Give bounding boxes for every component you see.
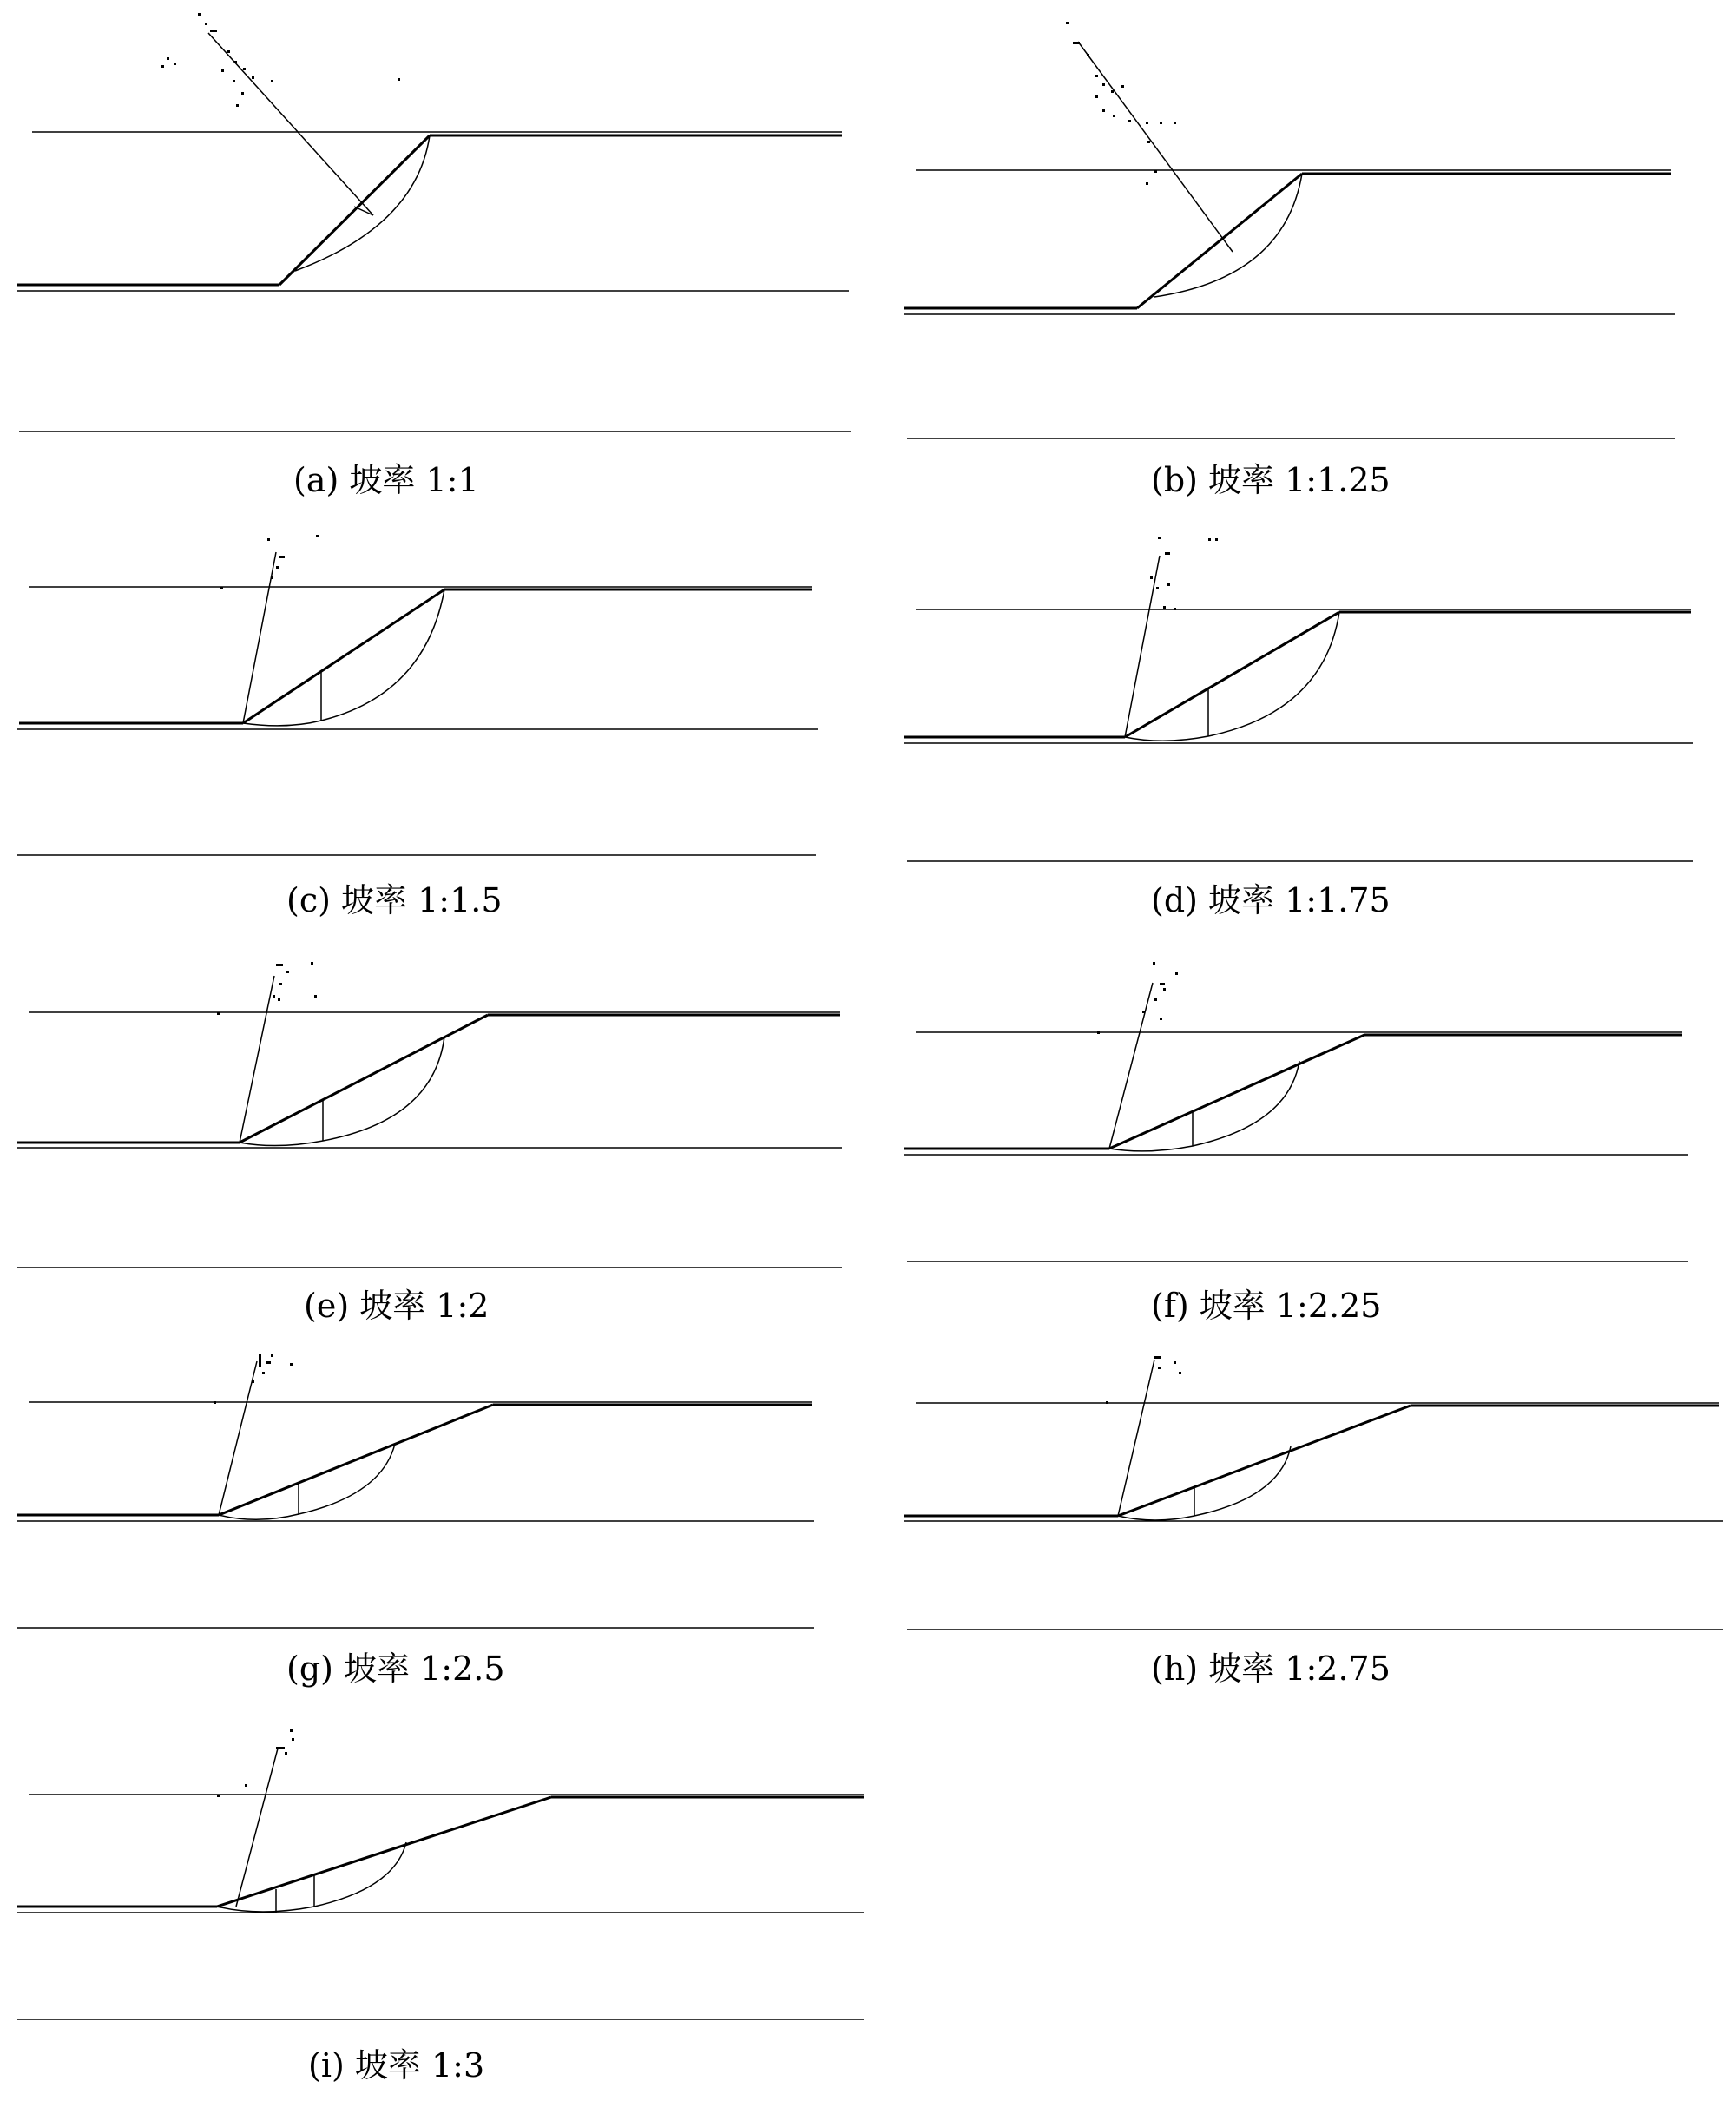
- panel-f-slip-center-points: [1097, 962, 1178, 1034]
- panel-e-slip-center-points: [217, 962, 317, 1015]
- panel-g-caption: (g) 坡率 1:2.5: [286, 1650, 505, 1688]
- slope-face: [217, 1797, 551, 1907]
- panel-h-caption: (h) 坡率 1:2.75: [1151, 1650, 1391, 1688]
- slope-face: [243, 589, 444, 723]
- panel-e-ground-lines: [17, 1012, 842, 1268]
- slope-face: [279, 135, 430, 285]
- slip-center-radius: [240, 976, 274, 1143]
- panel-f-caption: (f) 坡率 1:2.25: [1151, 1287, 1382, 1325]
- panel-a-slip-center-points: [161, 13, 400, 107]
- slope-face: [240, 1015, 488, 1143]
- panel-c-slip-center-points: [220, 535, 319, 589]
- panel-b-slip-center-points: [1066, 22, 1176, 185]
- panel-e-caption: (e) 坡率 1:2: [304, 1287, 490, 1325]
- panel-g: [17, 1354, 814, 1688]
- slice-line: [354, 207, 373, 215]
- panel-e-slip-surface: [240, 976, 444, 1146]
- panel-b: [904, 22, 1675, 499]
- panel-a-ground-lines: [17, 132, 851, 431]
- slip-center-radius: [1078, 42, 1233, 252]
- panel-i-slip-center-points: [217, 1729, 294, 1797]
- panel-f-ground-lines: [904, 1032, 1688, 1261]
- slip-center-radius: [236, 1749, 278, 1907]
- panel-a-caption: (a) 坡率 1:1: [293, 461, 479, 499]
- panel-i: [17, 1729, 864, 2085]
- panel-h: [904, 1356, 1723, 1688]
- panel-g-ground-lines: [17, 1402, 814, 1628]
- panel-c-ground-lines: [17, 587, 818, 855]
- panel-b-ground-lines: [904, 170, 1675, 438]
- slip-center-radius: [219, 1361, 257, 1515]
- panel-g-slip-surface: [219, 1361, 395, 1519]
- panel-h-ground-lines: [904, 1403, 1723, 1630]
- panel-c-caption: (c) 坡率 1:1.5: [286, 881, 503, 919]
- panel-a-slip-surface: [208, 33, 430, 271]
- panel-f-slip-surface: [1109, 983, 1299, 1151]
- panel-d-slip-center-points: [1150, 537, 1218, 610]
- panel-d-caption: (d) 坡率 1:1.75: [1151, 881, 1391, 919]
- panel-a: [17, 13, 851, 499]
- panel-d: [904, 537, 1693, 919]
- panel-b-caption: (b) 坡率 1:1.25: [1151, 461, 1391, 499]
- panel-b-slip-surface: [1078, 42, 1302, 297]
- slope-face: [1137, 174, 1302, 308]
- slip-center-radius: [1118, 1360, 1154, 1516]
- slope-face: [1125, 612, 1339, 737]
- panel-i-ground-lines: [17, 1795, 864, 2019]
- slip-center-radius: [1125, 556, 1160, 737]
- slope-face: [1118, 1406, 1410, 1516]
- panel-h-slip-surface: [1118, 1360, 1291, 1520]
- panel-f: [904, 962, 1688, 1325]
- panel-c: [17, 535, 818, 919]
- slope-face: [219, 1405, 493, 1515]
- panel-i-caption: (i) 坡率 1:3: [308, 2046, 485, 2085]
- panel-d-ground-lines: [904, 609, 1693, 861]
- slip-center-radius: [1109, 983, 1153, 1149]
- panel-e: [17, 962, 842, 1325]
- slip-center-radius: [208, 33, 373, 215]
- panel-i-slip-surface: [217, 1749, 406, 1913]
- panel-d-slip-surface: [1125, 556, 1339, 741]
- panel-h-slip-center-points: [1106, 1356, 1181, 1404]
